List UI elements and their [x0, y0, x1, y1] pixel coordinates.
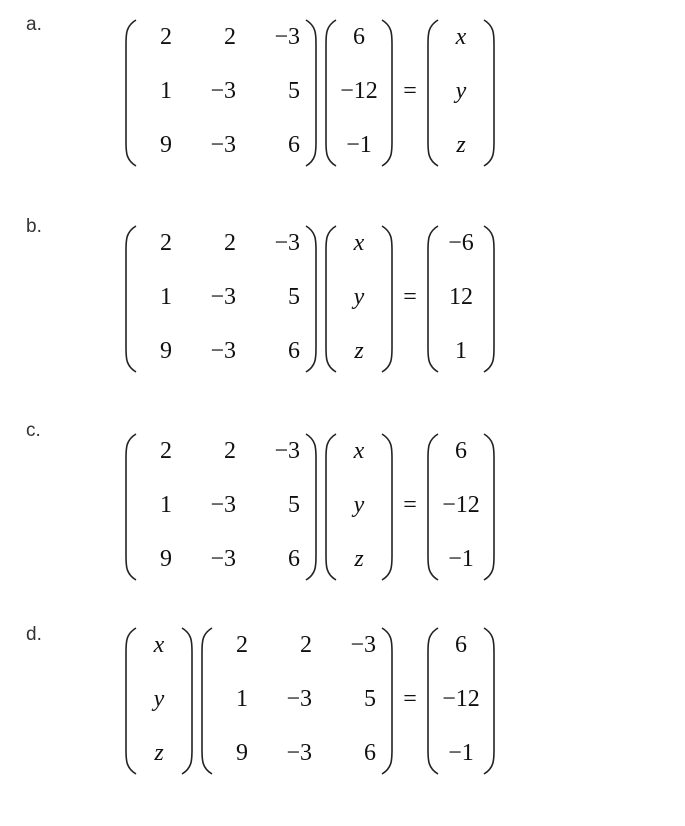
matrix-entry: −3 [210, 78, 236, 104]
left-parenthesis [428, 226, 438, 372]
matrix-entry: −3 [286, 686, 312, 712]
matrix-entry: −6 [448, 230, 474, 256]
matrix-entry: −3 [350, 632, 376, 658]
option-label: b. [26, 216, 42, 237]
matrix-entry: 6 [288, 546, 300, 572]
matrix-entry: z [354, 546, 364, 572]
matrix-equation [0, 0, 685, 200]
right-parenthesis [382, 226, 392, 372]
matrix-entry: y [353, 492, 365, 518]
matrix-entry: 2 [300, 632, 312, 658]
matrix-entry: 2 [224, 438, 236, 464]
coefficient-matrix [126, 20, 316, 166]
matrix-entry: y [353, 284, 365, 310]
matrix-entry: y [455, 78, 467, 104]
left-parenthesis [126, 628, 136, 774]
matrix-entry: 1 [160, 78, 172, 104]
option-d[interactable] [0, 610, 685, 810]
option-b[interactable] [0, 202, 685, 402]
equals-sign: = [403, 284, 417, 310]
matrix-entry: −3 [210, 546, 236, 572]
right-parenthesis [382, 20, 392, 166]
column-vector [326, 20, 392, 166]
matrix-entry: −1 [448, 740, 474, 766]
option-c[interactable] [0, 402, 685, 602]
left-parenthesis [126, 434, 136, 580]
right-parenthesis [306, 20, 316, 166]
matrix-entry: x [153, 632, 165, 658]
matrix-entry: −1 [346, 132, 372, 158]
left-parenthesis [326, 434, 336, 580]
matrix-entry: −3 [210, 284, 236, 310]
matrix-entry: 6 [353, 24, 365, 50]
matrix-entry: −3 [210, 132, 236, 158]
matrix-entry: z [456, 132, 466, 158]
matrix-entry: 1 [455, 338, 467, 364]
variable-vector [326, 434, 392, 580]
matrix-entry: z [154, 740, 164, 766]
matrix-entry: −1 [448, 546, 474, 572]
matrix-entry: 1 [160, 284, 172, 310]
matrix-entry: 2 [160, 24, 172, 50]
matrix-entry: −3 [274, 230, 300, 256]
column-vector [428, 226, 494, 372]
option-label: c. [26, 420, 41, 441]
matrix-entry: −3 [274, 24, 300, 50]
coefficient-matrix [126, 434, 316, 580]
option-label: a. [26, 14, 42, 35]
matrix-entry: 9 [160, 132, 172, 158]
matrix-entry: −3 [210, 338, 236, 364]
matrix-entry: −12 [340, 78, 378, 104]
right-parenthesis [484, 628, 494, 774]
matrix-entry: 6 [455, 438, 467, 464]
matrix-entry: x [353, 438, 365, 464]
right-parenthesis [382, 434, 392, 580]
matrix-entry: y [153, 686, 165, 712]
matrix-entry: 5 [288, 284, 300, 310]
left-parenthesis [428, 20, 438, 166]
variable-vector [428, 20, 494, 166]
left-parenthesis [126, 226, 136, 372]
matrix-entry: 9 [160, 338, 172, 364]
matrix-entry: 2 [160, 438, 172, 464]
matrix-entry: 6 [288, 338, 300, 364]
matrix-entry: x [353, 230, 365, 256]
matrix-entry: −3 [274, 438, 300, 464]
equals-sign: = [403, 492, 417, 518]
matrix-entry: −12 [442, 686, 480, 712]
variable-vector [326, 226, 392, 372]
right-parenthesis [484, 20, 494, 166]
matrix-entry: 2 [160, 230, 172, 256]
option-label: d. [26, 624, 42, 645]
left-parenthesis [126, 20, 136, 166]
matrix-entry: 12 [449, 284, 473, 310]
right-parenthesis [306, 226, 316, 372]
coefficient-matrix [202, 628, 392, 774]
matrix-entry: 6 [455, 632, 467, 658]
right-parenthesis [182, 628, 192, 774]
matrix-entry: 6 [288, 132, 300, 158]
option-a[interactable] [0, 0, 685, 200]
matrix-entry: 2 [224, 24, 236, 50]
equals-sign: = [403, 686, 417, 712]
right-parenthesis [484, 434, 494, 580]
right-parenthesis [306, 434, 316, 580]
matrix-entry: −12 [442, 492, 480, 518]
left-parenthesis [326, 20, 336, 166]
column-vector [428, 628, 494, 774]
matrix-equation [0, 610, 685, 810]
matrix-entry: 9 [160, 546, 172, 572]
matrix-equation [0, 202, 685, 402]
equals-sign: = [403, 78, 417, 104]
right-parenthesis [484, 226, 494, 372]
matrix-entry: 2 [224, 230, 236, 256]
matrix-entry: 1 [160, 492, 172, 518]
variable-vector [126, 628, 192, 774]
column-vector [428, 434, 494, 580]
matrix-entry: 2 [236, 632, 248, 658]
left-parenthesis [428, 434, 438, 580]
matrix-entry: −3 [210, 492, 236, 518]
right-parenthesis [382, 628, 392, 774]
matrix-entry: 5 [288, 78, 300, 104]
matrix-entry: x [455, 24, 467, 50]
left-parenthesis [428, 628, 438, 774]
matrix-entry: z [354, 338, 364, 364]
left-parenthesis [326, 226, 336, 372]
left-parenthesis [202, 628, 212, 774]
matrix-equation [0, 402, 685, 602]
matrix-entry: 5 [364, 686, 376, 712]
matrix-entry: −3 [286, 740, 312, 766]
matrix-entry: 5 [288, 492, 300, 518]
matrix-entry: 6 [364, 740, 376, 766]
matrix-entry: 9 [236, 740, 248, 766]
coefficient-matrix [126, 226, 316, 372]
matrix-entry: 1 [236, 686, 248, 712]
